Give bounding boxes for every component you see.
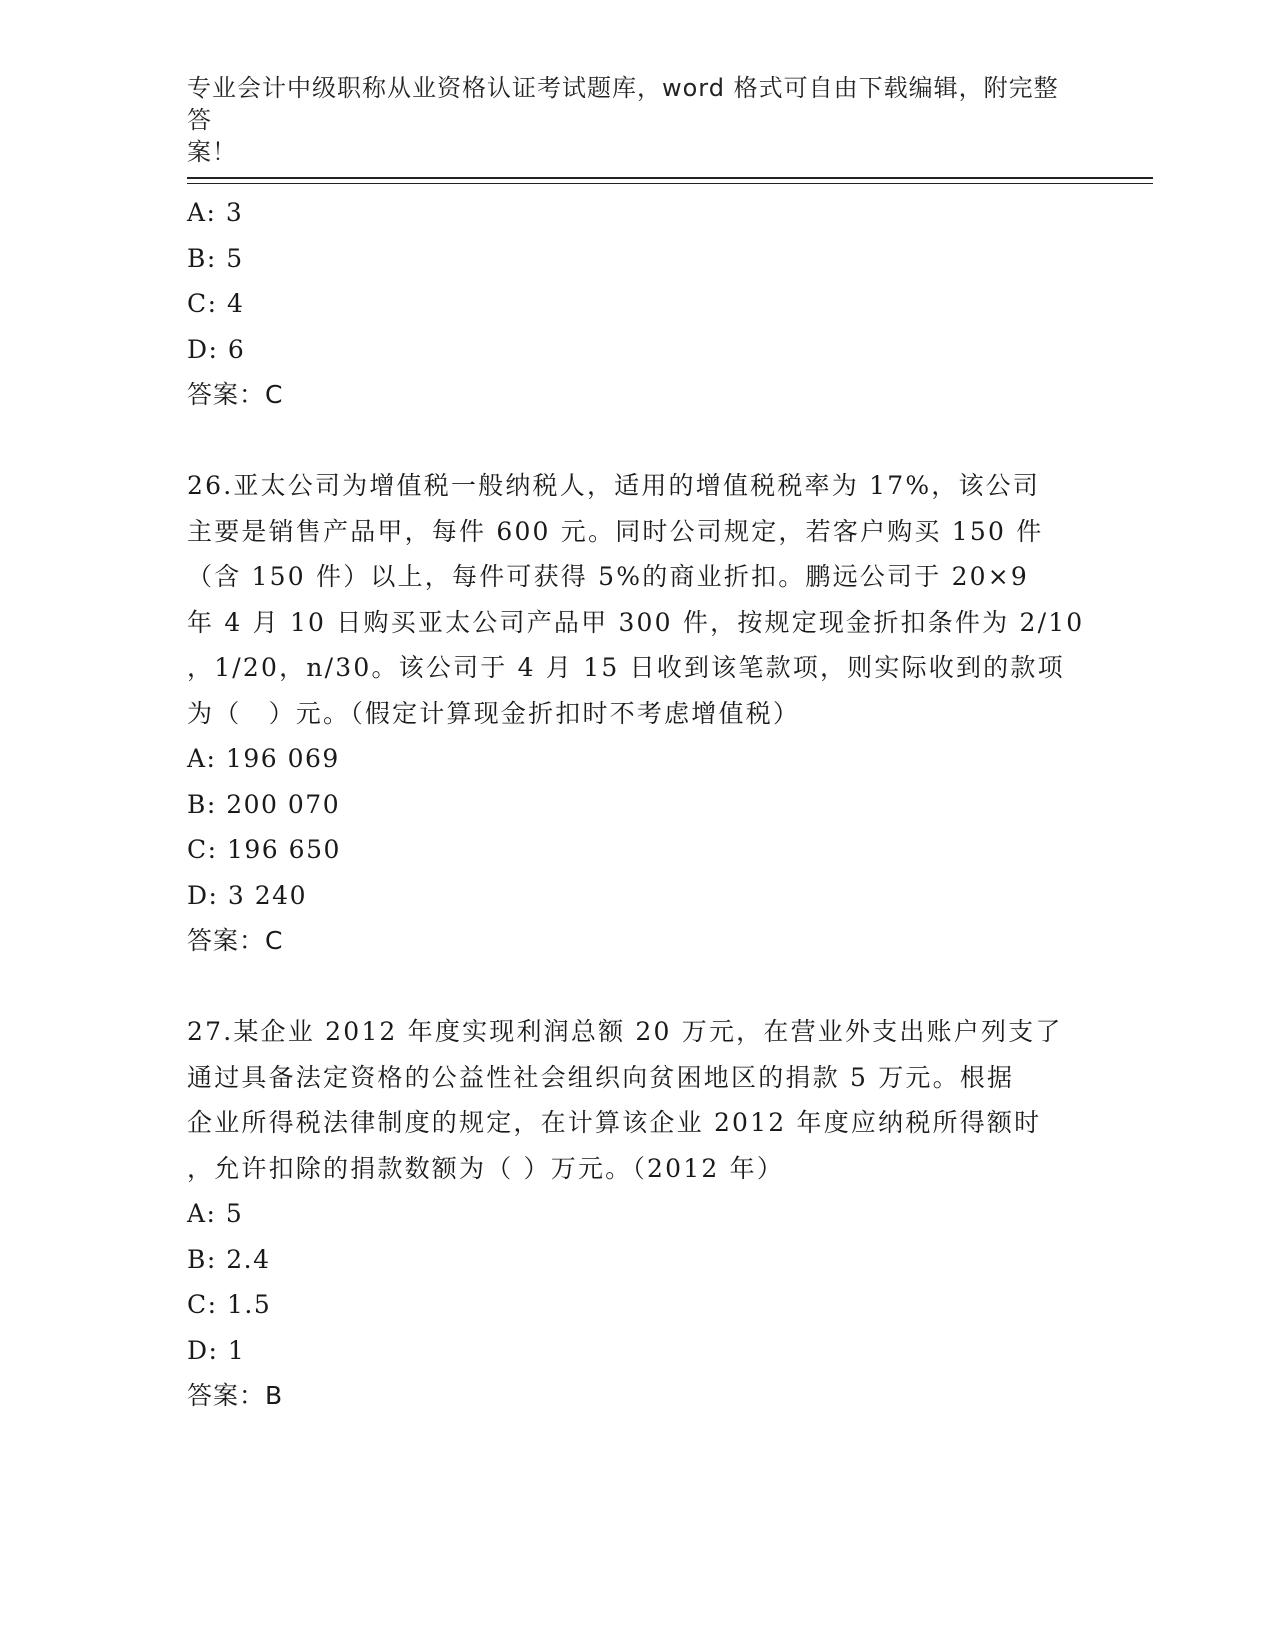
option-b: B: 200 070: [187, 789, 341, 819]
question-line: （含 150 件）以上，每件可获得 5%的商业折扣。鹏远公司于 20×9: [187, 562, 1030, 591]
question-line: 主要是销售产品甲，每件 600 元。同时公司规定，若客户购买 150 件: [187, 516, 1044, 546]
answer-line: 答案：C: [187, 380, 284, 409]
spacer: [187, 964, 1087, 1010]
option-b: B: 5: [187, 243, 244, 273]
option-d: D: 1: [187, 1335, 246, 1365]
option-d: D: 6: [187, 334, 246, 364]
question-text: [187, 1009, 1087, 1191]
option-c: C: 196 650: [187, 835, 341, 864]
header-divider-thin: [187, 183, 1153, 184]
question-text: [187, 463, 1087, 736]
option-b: B: 2.4: [187, 1244, 271, 1274]
option-a: A: 3: [187, 198, 244, 227]
question-26: [187, 463, 1087, 964]
question-line: 为（ ）元。（假定计算现金折扣时不考虑增值税）: [187, 698, 801, 728]
spacer: [187, 418, 1087, 464]
question-line: 26.亚太公司为增值税一般纳税人，适用的增值税税率为 17%，该公司: [187, 471, 1041, 500]
header-divider-thick: [187, 177, 1153, 179]
question-line: ，1/20，n/30。该公司于 4 月 15 日收到该笔款项，则实际收到的款项: [187, 653, 1065, 682]
question-line: 年 4 月 10 日购买亚太公司产品甲 300 件，按规定现金折扣条件为 2/10: [187, 607, 1085, 637]
answer-line: 答案：B: [187, 1381, 284, 1410]
header-line-1: 专业会计中级职称从业资格认证考试题库，word 格式可自由下载编辑，附完整答: [187, 74, 1059, 134]
question-line: ，允许扣除的捐款数额为（ ）万元。（2012 年）: [187, 1153, 785, 1183]
question-list: [187, 190, 1087, 1419]
option-c: C: 1.5: [187, 1290, 272, 1319]
option-a: A: 196 069: [187, 744, 340, 773]
option-c: C: 4: [187, 289, 245, 318]
option-a: A: 5: [187, 1199, 244, 1228]
answer-line: 答案：C: [187, 926, 284, 955]
question-line: 通过具备法定资格的公益性社会组织向贫困地区的捐款 5 万元。根据: [187, 1062, 1015, 1092]
question-25: [187, 190, 1087, 418]
question-line: 27.某企业 2012 年度实现利润总额 20 万元，在营业外支出账户列支了: [187, 1017, 1063, 1046]
question-27: [187, 1009, 1087, 1419]
header-line-2: 案！: [187, 138, 237, 166]
option-d: D: 3 240: [187, 880, 307, 910]
page-header: [187, 72, 1067, 168]
question-line: 企业所得税法律制度的规定，在计算该企业 2012 年度应纳税所得额时: [187, 1108, 1042, 1137]
